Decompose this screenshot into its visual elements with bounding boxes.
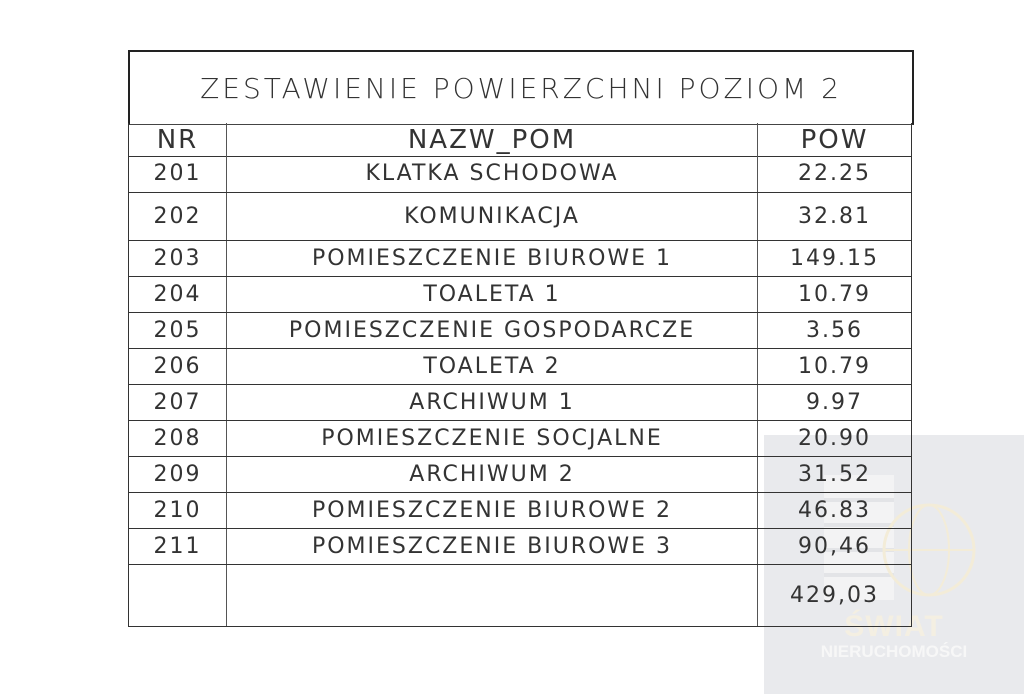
table-row: [128, 421, 912, 457]
room-area: 10.79: [758, 277, 912, 312]
room-name: ARCHIWUM 1: [227, 385, 758, 420]
room-name: ARCHIWUM 2: [227, 457, 758, 492]
room-area: 3.56: [758, 313, 912, 348]
header-nr: NR: [128, 123, 227, 156]
watermark-line2: NIERUCHOMOŚCI: [820, 642, 968, 661]
room-area: 90,46: [758, 529, 912, 564]
room-number: 206: [128, 349, 227, 384]
room-number: 203: [128, 241, 227, 276]
header-name: NAZW_POM: [227, 123, 758, 156]
room-area: 22.25: [758, 156, 912, 192]
room-area: 32.81: [758, 193, 912, 240]
room-name: TOALETA 1: [227, 277, 758, 312]
room-area: 9.97: [758, 385, 912, 420]
room-name: TOALETA 2: [227, 349, 758, 384]
table-title: ZESTAWIENIE POWIERZCHNI POZIOM 2: [128, 50, 914, 125]
table-row: [128, 457, 912, 493]
room-area: 149.15: [758, 241, 912, 276]
room-number: 208: [128, 421, 227, 456]
area-table: [128, 50, 912, 627]
room-name: KOMUNIKACJA: [227, 193, 758, 240]
room-name: POMIESZCZENIE BIUROWE 3: [227, 529, 758, 564]
room-number: 204: [128, 277, 227, 312]
room-name: POMIESZCZENIE GOSPODARCZE: [227, 313, 758, 348]
header-area: POW: [758, 123, 912, 156]
total-area: 429,03: [758, 565, 912, 626]
room-area: 10.79: [758, 349, 912, 384]
room-number: 209: [128, 457, 227, 492]
table-row: [128, 493, 912, 529]
room-name: POMIESZCZENIE BIUROWE 1: [227, 241, 758, 276]
room-name: POMIESZCZENIE BIUROWE 2: [227, 493, 758, 528]
total-nr-cell: [128, 565, 227, 626]
room-area: 31.52: [758, 457, 912, 492]
room-number: 211: [128, 529, 227, 564]
header-row: [128, 123, 912, 157]
table-row: [128, 385, 912, 421]
room-name: KLATKA SCHODOWA: [227, 156, 758, 192]
room-number: 202: [128, 193, 227, 240]
room-area: 20.90: [758, 421, 912, 456]
table-row: [128, 313, 912, 349]
table-row: [128, 193, 912, 241]
table-row: [128, 241, 912, 277]
total-row: [128, 565, 912, 627]
table-row: [128, 349, 912, 385]
room-number: 207: [128, 385, 227, 420]
table-row: [128, 277, 912, 313]
table-row: [128, 156, 912, 193]
watermark-line1: ŚWIAT: [844, 610, 944, 643]
room-number: 201: [128, 156, 227, 192]
table-row: [128, 529, 912, 565]
room-number: 205: [128, 313, 227, 348]
total-name-cell: [227, 565, 758, 626]
room-area: 46.83: [758, 493, 912, 528]
room-number: 210: [128, 493, 227, 528]
room-name: POMIESZCZENIE SOCJALNE: [227, 421, 758, 456]
